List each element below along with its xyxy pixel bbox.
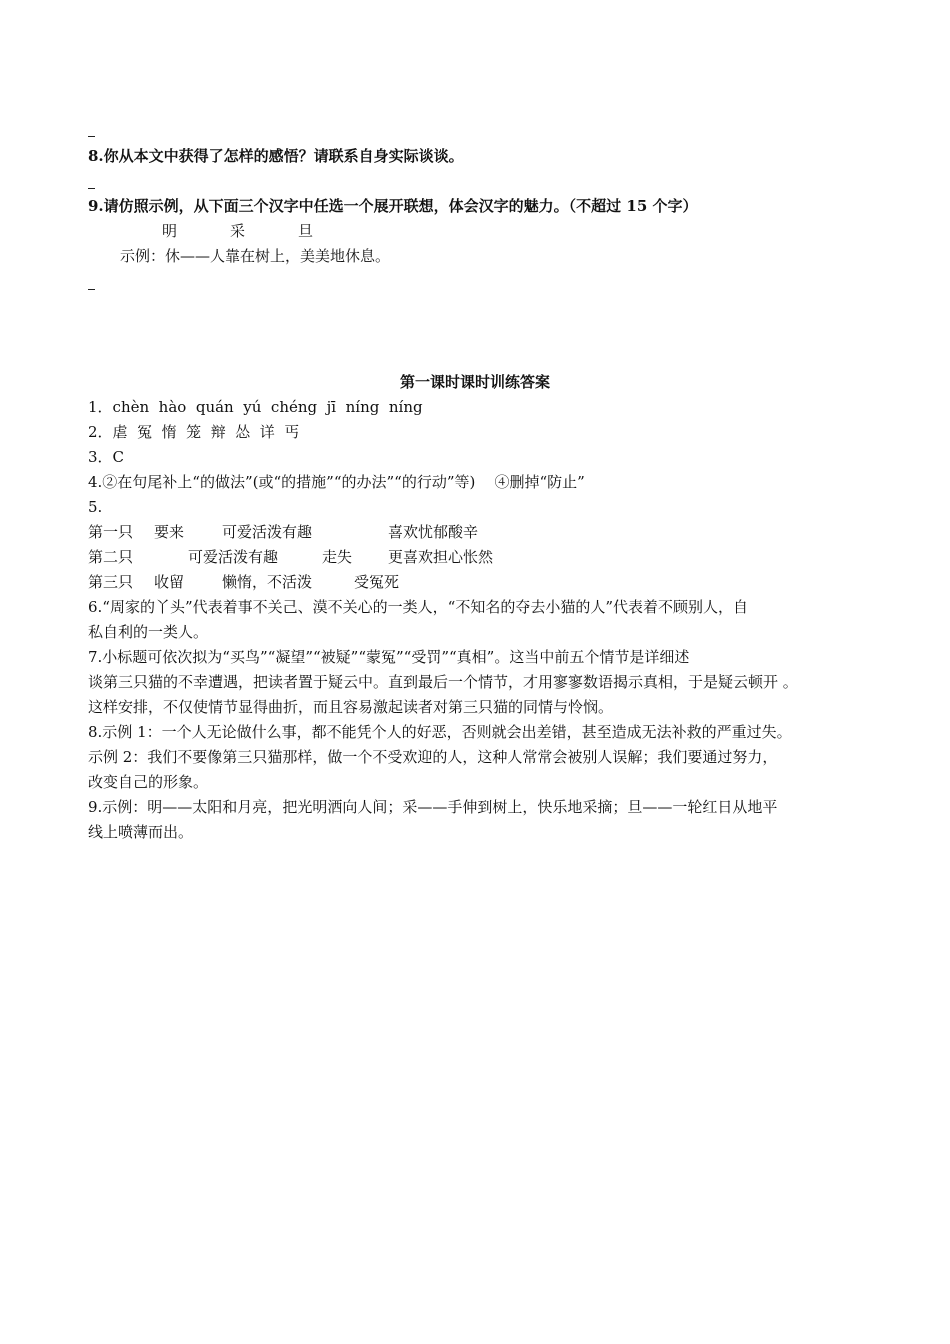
question-9: 9.请仿照示例，从下面三个汉字中任选一个展开联想，体会汉字的魅力。（不超过 15 个字） [88, 197, 698, 215]
table-cell: 要来 [154, 523, 185, 541]
table-cell: 懒惰，不活泼 [222, 573, 313, 591]
question-9-characters [162, 221, 366, 241]
answer-2: 2．虐 冤 惰 笼 辩 怂 详 丐 [88, 423, 300, 441]
answer-4: 4.②在句尾补上“的做法”(或“的措施”“的办法”“的行动”等) ④删掉“防止” [88, 473, 585, 491]
answer-blank-8 [88, 188, 95, 189]
answer-6-line: 私自利的一类人。 [88, 623, 209, 641]
table-cell: 走失 [322, 548, 353, 566]
answer-blank-7 [88, 136, 95, 137]
answer-7-line: 7.小标题可依次拟为“买鸟”“凝望”“被疑”“蒙冤”“受罚”“真相”。这当中前五个情节是详细述 [88, 648, 690, 666]
answer-3: 3．C [88, 448, 125, 466]
answer-9-line: 9.示例：明——太阳和月亮，把光明洒向人间；采——手伸到树上，快乐地采摘；旦——一轮红日从地平 [88, 798, 778, 816]
table-cell: 可爱活泼有趣 [222, 523, 313, 541]
answer-7-line: 谈第三只猫的不幸遭遇，把读者置于疑云中。直到最后一个情节，才用寥寥数语揭示真相，于是疑云顿开 。 [88, 673, 798, 691]
answer-5: 5. [88, 498, 103, 516]
answers-title: 第一课时课时训练答案 [399, 373, 550, 391]
answer-6-line: 6.“周家的丫头”代表着事不关己、漠不关心的一类人，“不知名的夺去小猫的人”代表着不顾别人，自 [88, 598, 748, 616]
table-cell: 受冤死 [354, 573, 400, 591]
table-cell: 喜欢忧郁酸辛 [388, 523, 479, 541]
char-option: 旦 [298, 222, 314, 240]
table-cell: 第三只 [88, 573, 134, 591]
table-cell: 可爱活泼有趣 [188, 548, 279, 566]
answer-8-line: 示例 2：我们不要像第三只猫那样，做一个不受欢迎的人，这种人常常会被别人误解；我们要通过努力， [88, 748, 778, 766]
table-cell: 第一只 [88, 523, 134, 541]
answer-7-line: 这样安排，不仅使情节显得曲折，而且容易激起读者对第三只猫的同情与怜悯。 [88, 698, 614, 716]
table-cell: 更喜欢担心怅然 [388, 548, 494, 566]
question-9-example: 示例：休——人靠在树上，美美地休息。 [120, 247, 391, 265]
char-option: 明 [162, 222, 178, 240]
answer-1: 1．chèn hào quán yú chéng jī níng níng [88, 398, 423, 416]
char-option: 采 [230, 222, 246, 240]
answer-9-line: 线上喷薄而出。 [88, 823, 194, 841]
answer-8-line: 改变自己的形象。 [88, 773, 209, 791]
answer-blank-9 [88, 289, 95, 290]
answer-8-line: 8.示例 1：一个人无论做什么事，都不能凭个人的好恶，否则就会出差错，甚至造成无法补救的严重过失。 [88, 723, 792, 741]
table-cell: 第二只 [88, 548, 134, 566]
table-cell: 收留 [154, 573, 185, 591]
question-8: 8.你从本文中获得了怎样的感悟？请联系自身实际谈谈。 [88, 147, 464, 165]
